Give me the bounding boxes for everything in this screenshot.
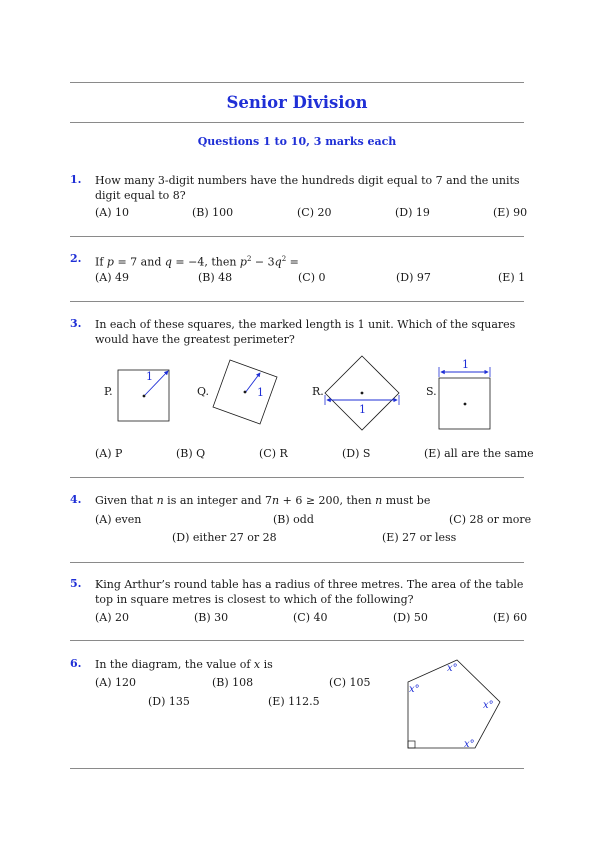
option-c[interactable]: (C) 28 or more	[449, 513, 532, 526]
option-e[interactable]: (E) 90	[493, 206, 528, 219]
option-a[interactable]: (A) 20	[95, 611, 130, 624]
option-c[interactable]: (C) 105	[329, 676, 371, 689]
option-d[interactable]: (D) 19	[395, 206, 430, 219]
divider	[70, 768, 524, 769]
option-d[interactable]: (D) either 27 or 28	[172, 531, 277, 544]
option-b[interactable]: (B) 30	[194, 611, 229, 624]
question-text: In each of these squares, the marked length is 1 unit. Which of the squares would have the greatest perimeter?	[95, 318, 516, 346]
angle-label-bottom: x°	[464, 739, 475, 750]
option-b[interactable]: (B) Q	[176, 447, 206, 460]
option-b[interactable]: (B) odd	[273, 513, 314, 526]
angle-label-left: x°	[409, 684, 420, 695]
option-e[interactable]: (E) 60	[493, 611, 528, 624]
question-number: 6.	[70, 657, 82, 670]
unit-label-q: 1	[257, 386, 264, 399]
option-a[interactable]: (A) P	[95, 447, 123, 460]
option-d[interactable]: (D) 50	[393, 611, 428, 624]
option-c[interactable]: (C) R	[259, 447, 288, 460]
option-a[interactable]: (A) 49	[95, 271, 130, 284]
option-a[interactable]: (A) 120	[95, 676, 137, 689]
unit-label-p: 1	[146, 370, 153, 383]
option-b[interactable]: (B) 108	[212, 676, 254, 689]
label-r: R.	[312, 385, 324, 398]
option-b[interactable]: (B) 100	[192, 206, 234, 219]
center-dot-p	[143, 395, 146, 398]
question-number: 1.	[70, 173, 82, 186]
question-number: 2.	[70, 252, 82, 265]
angle-label-top: x°	[447, 663, 458, 674]
option-c[interactable]: (C) 0	[298, 271, 326, 284]
angle-label-right: x°	[483, 700, 494, 711]
option-a[interactable]: (A) even	[95, 513, 142, 526]
center-dot-q	[244, 391, 247, 394]
center-dot-s	[464, 403, 467, 406]
question-text: If p = 7 and q = −4, then $p^2 - 3q^2$ =	[95, 255, 299, 269]
center-dot-r	[361, 392, 364, 395]
option-d[interactable]: (D) S	[342, 447, 371, 460]
right-angle-marker	[408, 741, 415, 748]
option-c[interactable]: (C) 20	[297, 206, 332, 219]
option-d[interactable]: (D) 97	[396, 271, 431, 284]
option-b[interactable]: (B) 48	[198, 271, 233, 284]
section-subtitle: Questions 1 to 10, 3 marks each	[197, 135, 397, 148]
question-text: King Arthur’s round table has a radius of three metres. The area of the table top in square metres is closest to which of the following?	[95, 578, 524, 606]
option-e[interactable]: (E) 1	[498, 271, 526, 284]
question-number: 5.	[70, 577, 82, 590]
page-title: Senior Division	[226, 93, 368, 112]
option-e[interactable]: (E) all are the same	[424, 447, 534, 460]
unit-label-s: 1	[462, 358, 469, 371]
label-p: P.	[104, 385, 113, 398]
label-q: Q.	[197, 385, 209, 398]
question-number: 4.	[70, 493, 82, 506]
question-text: In the diagram, the value of x is	[95, 658, 273, 671]
divider	[70, 640, 524, 641]
option-e[interactable]: (E) 27 or less	[382, 531, 457, 544]
divider	[70, 477, 524, 478]
label-s: S.	[426, 385, 437, 398]
option-e[interactable]: (E) 112.5	[268, 695, 320, 708]
divider	[70, 562, 524, 563]
option-d[interactable]: (D) 135	[148, 695, 190, 708]
unit-label-r: 1	[359, 403, 366, 416]
question-text: How many 3-digit numbers have the hundreds digit equal to 7 and the units digit equal to 8?	[95, 174, 520, 202]
question-text: Given that n is an integer and 7n + 6 ≥ 200, then n must be	[95, 494, 431, 507]
option-a[interactable]: (A) 10	[95, 206, 130, 219]
option-c[interactable]: (C) 40	[293, 611, 328, 624]
question-number: 3.	[70, 317, 82, 330]
